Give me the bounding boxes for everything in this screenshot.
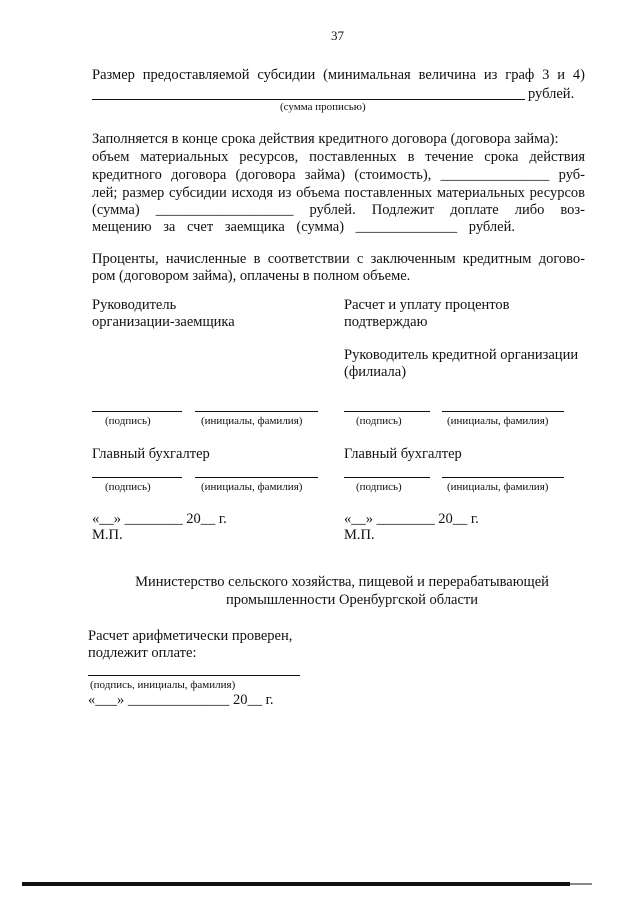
right-confirm-line-2: подтверждаю xyxy=(344,314,428,330)
subsidy-amount-line xyxy=(92,99,525,100)
fill-para-line-3: кредитного договора (договора займа) (стоимость), _______________ руб- xyxy=(92,167,585,183)
right-sign-caption: (подпись) xyxy=(356,415,402,427)
left-head-line-1: Руководитель xyxy=(92,297,177,313)
check-line-2: подлежит оплате: xyxy=(88,645,197,661)
right-mp: М.П. xyxy=(344,527,375,543)
right-accountant: Главный бухгалтер xyxy=(344,446,462,462)
left-accountant: Главный бухгалтер xyxy=(92,446,210,462)
left-sign-caption: (подпись) xyxy=(105,415,151,427)
interest-para-line-2: ром (договором займа), оплачены в полном объеме. xyxy=(92,268,411,284)
subsidy-rub: рублей. xyxy=(528,86,575,102)
left-mp: М.П. xyxy=(92,527,123,543)
subsidy-caption: (сумма прописью) xyxy=(280,101,366,113)
fill-para-line-6: мещению за счет заемщика (сумма) ______________ рублей. xyxy=(92,219,515,235)
check-date: «___» ______________ 20__ г. xyxy=(88,692,274,708)
right-head-line-1: Руководитель кредитной организации xyxy=(344,347,579,363)
subsidy-line: Размер предоставляемой субсидии (минимальная величина из граф 3 и 4) xyxy=(92,67,585,83)
right-initials-line xyxy=(442,411,564,412)
right-date: «__» ________ 20__ г. xyxy=(344,511,479,527)
bottom-border-bar xyxy=(22,882,570,886)
left-acc-sign-line xyxy=(92,477,182,478)
right-acc-sign-caption: (подпись) xyxy=(356,481,402,493)
ministry-line-1: Министерство сельского хозяйства, пищевой и перерабатывающей xyxy=(135,574,549,590)
check-caption: (подпись, инициалы, фамилия) xyxy=(90,679,236,691)
right-sign-line xyxy=(344,411,430,412)
check-line-1: Расчет арифметически проверен, xyxy=(88,628,293,644)
right-confirm-line-1: Расчет и уплату процентов xyxy=(344,297,510,313)
bottom-border-fade xyxy=(570,883,592,885)
fill-para-line-4: лей; размер субсидии исходя из объема поставленных материальных ресурсов xyxy=(92,185,585,201)
right-acc-initials-caption: (инициалы, фамилия) xyxy=(447,481,549,493)
left-date: «__» ________ 20__ г. xyxy=(92,511,227,527)
interest-para-line-1: Проценты, начисленные в соответствии с заключенным кредитным догово- xyxy=(92,251,585,267)
left-acc-initials-caption: (инициалы, фамилия) xyxy=(201,481,303,493)
right-head-line-2: (филиала) xyxy=(344,364,407,380)
left-acc-initials-line xyxy=(195,477,318,478)
check-sign-line xyxy=(88,675,300,676)
left-sign-line xyxy=(92,411,182,412)
right-initials-caption: (инициалы, фамилия) xyxy=(447,415,549,427)
left-initials-line xyxy=(195,411,318,412)
left-head-line-2: организации-заемщика xyxy=(92,314,235,330)
fill-para-line-5: (сумма) ___________________ рублей. Подлежит доплате либо воз- xyxy=(92,202,585,218)
left-initials-caption: (инициалы, фамилия) xyxy=(201,415,303,427)
left-acc-sign-caption: (подпись) xyxy=(105,481,151,493)
fill-para-line-1: Заполняется в конце срока действия кредитного договора (договора займа): xyxy=(92,131,559,147)
right-acc-initials-line xyxy=(442,477,564,478)
ministry-line-2: промышленности Оренбургской области xyxy=(225,592,479,608)
page-number: 37 xyxy=(331,28,344,43)
fill-para-line-2: объем материальных ресурсов, поставленных в течение срока действия xyxy=(92,149,585,165)
right-acc-sign-line xyxy=(344,477,430,478)
